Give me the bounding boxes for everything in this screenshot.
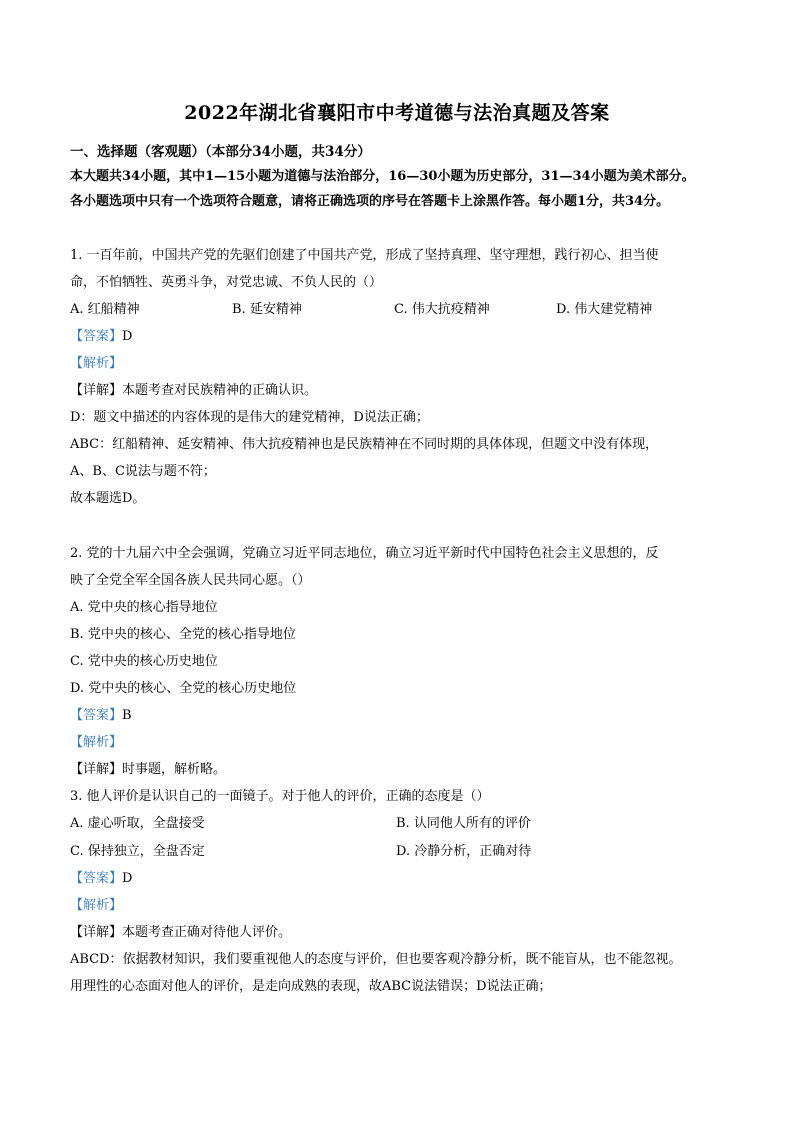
document-title: 2022年湖北省襄阳市中考道德与法治真题及答案 [184, 102, 610, 124]
q3-answer-value: D [122, 871, 133, 886]
q2-option-a: A. 党中央的核心指导地位 [70, 600, 218, 615]
q1-analysis-label: 【解析】 [70, 356, 123, 371]
q1-stem-line-1: 1. 一百年前，中国共产党的先驱们创建了中国共产党，形成了坚持真理、坚守理想，践行初心、担当使 [70, 248, 659, 263]
q1-answer [70, 328, 132, 346]
instruction-line-2: 各小题选项中只有一个选项符合题意，请将正确选项的序号在答题卡上涂黑作答。每小题1分，共34分。 [70, 194, 670, 209]
detail-label: 【详解】 [70, 762, 123, 777]
q3-options-row-1 [70, 815, 531, 833]
q2-option-d: D. 党中央的核心、全党的核心历史地位 [70, 681, 297, 696]
detail-label: 【详解】 [70, 383, 123, 398]
q2-option-c: C. 党中央的核心历史地位 [70, 654, 218, 669]
q2-detail-text: 时事题，解析略。 [122, 762, 227, 777]
q3-detail-text: 本题考查正确对待他人评价。 [122, 925, 292, 940]
q1-option-c: C. 伟大抗疫精神 [394, 302, 490, 317]
q3-options-row-2 [70, 843, 531, 861]
q1-detail-text: 本题考查对民族精神的正确认识。 [122, 383, 318, 398]
answer-label: 【答案】 [70, 871, 123, 886]
section-heading: 一、选择题（客观题）（本部分34小题，共34分） [70, 144, 371, 160]
q2-stem-line-1: 2. 党的十九届六中全会强调，党确立习近平同志地位，确立习近平新时代中国特色社会主义思想的，反 [70, 546, 659, 561]
q1-detail-line-3: ABC：红船精神、延安精神、伟大抗疫精神也是民族精神在不同时期的具体体现，但题文中没有体现， [70, 437, 659, 452]
q1-detail-line-2: D：题文中描述的内容体现的是伟大的建党精神，D说法正确； [70, 410, 429, 425]
q2-option-b: B. 党中央的核心、全党的核心指导地位 [70, 627, 296, 642]
q1-answer-value: D [122, 329, 133, 344]
q3-option-d: D. 冷静分析，正确对待 [396, 844, 532, 859]
q1-detail-line-5: 故本题选D。 [70, 491, 146, 506]
q3-stem-line-1: 3. 他人评价是认识自己的一面镜子。对于他人的评价，正确的态度是（） [70, 789, 490, 804]
answer-label: 【答案】 [70, 708, 123, 723]
detail-label: 【详解】 [70, 925, 123, 940]
answer-label: 【答案】 [70, 329, 123, 344]
q3-analysis-label: 【解析】 [70, 898, 123, 913]
q1-stem-line-2: 命，不怕牺牲、英勇斗争，对党忠诚、不负人民的（） [70, 275, 383, 290]
q3-option-a: A. 虚心听取，全盘接受 [70, 816, 205, 831]
q3-detail-line-1 [70, 924, 291, 942]
q1-options [70, 301, 652, 319]
q2-stem-line-2: 映了全党全军全国各族人民共同心愿。（） [70, 573, 311, 588]
q1-detail-line-1 [70, 382, 317, 400]
q1-option-d: D. 伟大建党精神 [556, 302, 653, 317]
q1-option-b: B. 延安精神 [232, 302, 302, 317]
instruction-line-1: 本大题共34小题，其中1—15小题为道德与法治部分，16—30小题为历史部分，31—34小题为美术部分。 [70, 169, 695, 184]
q3-answer [70, 870, 132, 888]
q3-option-b: B. 认同他人所有的评价 [396, 816, 531, 831]
q2-answer-value: B [122, 708, 132, 723]
q3-detail-line-2: ABCD：依据教材知识，我们要重视他人的态度与评价，但也要客观冷静分析，既不能盲从，也不能忽视。 [70, 952, 682, 967]
q1-detail-line-4: A、B、C说法与题不符； [70, 464, 216, 479]
q1-option-a: A. 红船精神 [70, 302, 140, 317]
q2-answer [70, 707, 132, 725]
q3-detail-line-3: 用理性的心态面对他人的评价，是走向成熟的表现，故ABC说法错误；D说法正确； [70, 979, 552, 994]
q2-detail-line-1 [70, 761, 226, 779]
q2-analysis-label: 【解析】 [70, 735, 123, 750]
q3-option-c: C. 保持独立，全盘否定 [70, 844, 205, 859]
